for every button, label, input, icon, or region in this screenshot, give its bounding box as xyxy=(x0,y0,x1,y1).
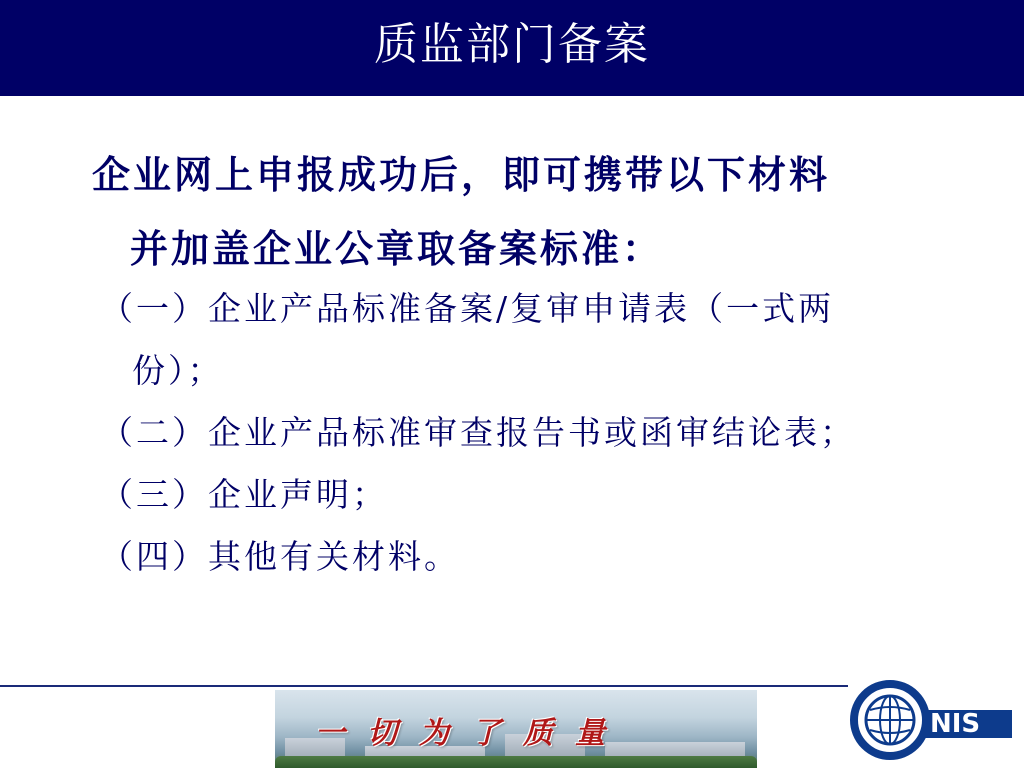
list-item-text: （四）其他有关材料。 xyxy=(100,537,460,576)
footer-banner-image xyxy=(275,690,757,768)
list-item xyxy=(100,278,930,402)
list-item-text: （一）企业产品标准备案/复审申请表（一式两 xyxy=(100,289,835,328)
list-item-continuation: 份）； xyxy=(132,351,224,390)
list-item-text: （二）企业产品标准审查报告书或函审结论表； xyxy=(100,413,856,452)
footer-divider xyxy=(0,685,848,687)
list-item xyxy=(100,402,930,464)
lead-line-2: 并加盖企业公章取备案标准： xyxy=(130,226,664,271)
globe-icon xyxy=(854,684,926,756)
slogan-text: 一切为了质量 xyxy=(315,716,627,751)
list-item xyxy=(100,526,930,588)
logo-text: NIS xyxy=(930,709,981,739)
lead-line-1: 企业网上申报成功后，即可携带以下材料 xyxy=(92,152,831,197)
materials-list xyxy=(100,278,930,588)
title-bar xyxy=(0,0,1024,96)
list-item xyxy=(100,464,930,526)
tree-line xyxy=(275,756,757,768)
nis-logo xyxy=(846,670,1016,766)
list-item-text: （三）企业声明； xyxy=(100,475,388,514)
lead-paragraph xyxy=(92,138,952,286)
slide-title: 质监部门备案 xyxy=(374,19,650,70)
